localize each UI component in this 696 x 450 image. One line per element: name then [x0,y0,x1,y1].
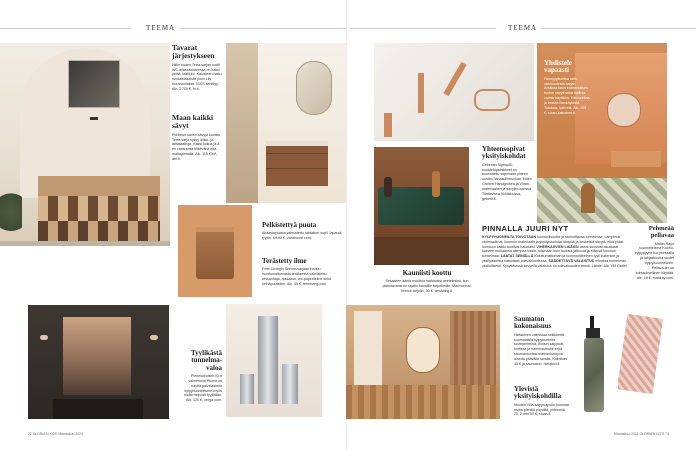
photo-soap-dispenser [578,316,614,416]
painting-icon [63,317,131,395]
pinnalla-label-1: KYLPYHUONEILTA TOIVOTAAN [482,234,537,239]
heading-pelkistettya: Pelkistettyä puuta [262,221,317,229]
towel-icon [618,314,663,394]
section-label-left: TEEMA [146,24,176,32]
heading-yhteensopivat: Yhteensopivat yksityiskohdat [482,145,526,161]
heading-pinnalla: PINNALLA JUURI NYT [482,224,569,233]
heading-pehmea: Pehmeää pellavaa [648,225,674,239]
mirror-icon [68,60,120,108]
body-pehmea: Mattin Rayn suunnittelema Kuohu-kylpypyyhe tuo puhtaalla ja lahjakkuutta suutet kylpyhuoneeseen. Pellava-ter on kohtauksellinen käyttää. Alk. 18 €, mattiray.com. [634,241,674,280]
article-yhdistele [544,60,590,115]
round-mirror-icon [296,61,332,115]
body-saumaton: Hietakiven valmistaa kekikkeitä suomalaisia kylpytuotteita tuoteperheinä. Kiviset saippuat, kortissa ja hammasmukit sekä saumantuntaa-mannerhentyvä ainetta pitävällä tavalla. Kulmikas 45 € ja saumaton. hietakivi.fi. [514,332,567,366]
photo-steel-accessories [226,304,322,417]
article-kauniisti [378,270,476,294]
article-tavarat [172,44,222,92]
pinnalla-text-1: luonnollisuutta ja rauhoittavaa tunnelmaa. Lämpimät värimaailmat, luonnon materiaalit ja yksityiskohdat lämpöä ja keskeisiä sävyjä, eikä yöksi luontoon kaikki tuottivat haluttaisi. [482,234,624,249]
photo-copper-faucet [374,43,534,141]
flush-plate-icon [474,89,510,111]
article-tyylikasta [178,350,222,403]
photo-green-tray [374,147,469,265]
pinnalla-text-2: useat suosivat asukkaat kasvien mukaansa aiempaa toisia, toisinaan kuin tuoksut jatkuvat ja eläinsä luonnon tunnelmaa. [482,244,619,259]
photo-pink-towel [618,312,664,398]
article-pehmea [634,226,674,280]
heading-tyylikasta: Tyylikästä tunnelma-valoa [191,349,222,372]
steel-roll-holder-icon [258,316,278,404]
footer-right: Marraskuu 2024 GLORIA'N KOTI 73 [614,432,669,436]
round-mirror-icon [607,93,641,127]
article-terastetty [262,258,346,287]
body-yhteensopivat: Geberitin Sigma40-huuhtelupainikkeet on suunniteltu sopimaan yhteen uusien hanasuihmunkan, kuten Grohen Handgrohen ja Vitran, materiaalien ja sävyjen kanssa. Tilattavissa huhtikuussa, geberit.fi. [482,162,532,201]
pinnalla-label-2: VIHERKASVIEN LISÄKSI [536,244,579,249]
article-pinnalla [482,225,627,269]
body-pelkistettya: Akaasiapuusta valmistettu rakkakori sopii Japandi-tyyliin. 69,95 €, zarahome.com. [262,231,343,241]
photo-dark-bathroom [28,305,169,419]
heading-tavarat: Tavarat järjestykseen [172,43,215,60]
section-label-right: TEEMA [508,24,538,32]
body-terastetty: Ferm Livingin Seeme-sarjaan kuuluu ruostumattomasta teräksestä valmistettu ressanhaja, raskakori, wc-paperiteline sekä seinäpuuteline. Alk. 45 €, fermliving.com. [262,267,331,286]
heading-maan: Maan kaikki sävyt [172,113,214,130]
header-rule-right-2 [542,28,696,29]
header-rule-right [350,28,496,29]
body-kauniisti: Sekaisten ääniä muuttuu harkituiksi asetelmiksi, kun pikkutavarat on rajattu kauniille tarjottimille. Marmorinen Venice-tarjotin, 50 €, westwing.fi. [382,279,472,294]
pinnalla-label-3: LAATAT SEINÄLLÄ [500,254,534,259]
photo-round-mirror-bathroom [226,43,346,203]
article-ylevista [514,386,570,417]
heading-saumaton: Saumaton kokonaisuus [514,315,552,331]
pinnalla-signature: Lähde: Alk. VM Outlet [591,263,627,268]
header-rule-left [0,28,130,29]
photo-bathroom-vanity [0,43,170,246]
footer-left: 72 GLORIA'N KOTI Marraskuu 2024 [28,432,83,436]
photo-wood-stool [178,205,252,297]
body-maan: Pohtelun saven sävyjä kootaa Terre-sarja syksy leikki- ja lattialaattoja. Kaksi kokoa ja 8 eri väriä sekä kiiltävänä että mattapinnalla. Alk. 115 €/m², abl.fi. [172,132,220,161]
heading-terastetty: Terästetty ilme [262,257,307,265]
heading-yhdistele: Yhdistele vapaasti [544,59,572,75]
stool-icon [196,227,234,279]
oval-mirror-icon [406,327,440,373]
pinnalla-label-4: SÄÄDETTÄVÄ VALAISTUS [548,259,595,264]
body-ylevista: Moubin Villa-saippuapullo huomaa muka pienillä pöydillä, yhteensä 20, 2 mm 50 €, sloan.fi. [514,402,569,417]
photo-sauna [346,305,500,419]
article-yhteensopivat [482,146,532,201]
pinnalla-text-3: Kuluttumattoman ja luonnonläheinen tyyli kuitenkin ja yksityiskohtia katsotaan tulevaisuudessa. [482,254,619,264]
body-tavarat: Hiflin uuden Terra-sarjan kodit WC-allaskalusteessa on kaksi peiliä, laatikko. Kalusteen hattu rundaislaseista (kuin Lily Kuussurilakke. ISCS kehittyy. Alk. 3 700 €, hi-fi. [172,62,222,91]
heading-kauniisti: Kauniisti koottu [402,269,452,277]
body-tyylikasta: Pienekokoisen ID:n vaimennus Piuma on näyttä palvelasteita kylpyhuoneeseen myös muita helposti tyyliltään. Alk. 120 €, nerga.com. [183,374,222,403]
soap-bottle-icon [584,338,604,412]
header-rule-left-2 [180,28,346,29]
article-saumaton [514,316,570,367]
article-maan [172,114,222,162]
heading-ylevista: Ylevistä yksityiskohdilla [514,385,562,401]
article-pelkistettya [262,222,346,241]
body-yhdistele: Fannyyyitumisa sielu vanhuudesta sarjan. Antakaa tosin kolmenlaisen tuoton sävyä sekä hallinta, valmis käyttöön. Värivalintaa ja kestää liiankäytöstä. Tuloksia, kahvelit. Alk. 105 €, sloan-kalusteet.fi. [544,76,590,115]
pinnalla-text-4: muuttaa tunnelman yksilöllisesti. Kysyttävissä kevyellä valaistus on tulevaisuuden trendi. [482,259,626,268]
